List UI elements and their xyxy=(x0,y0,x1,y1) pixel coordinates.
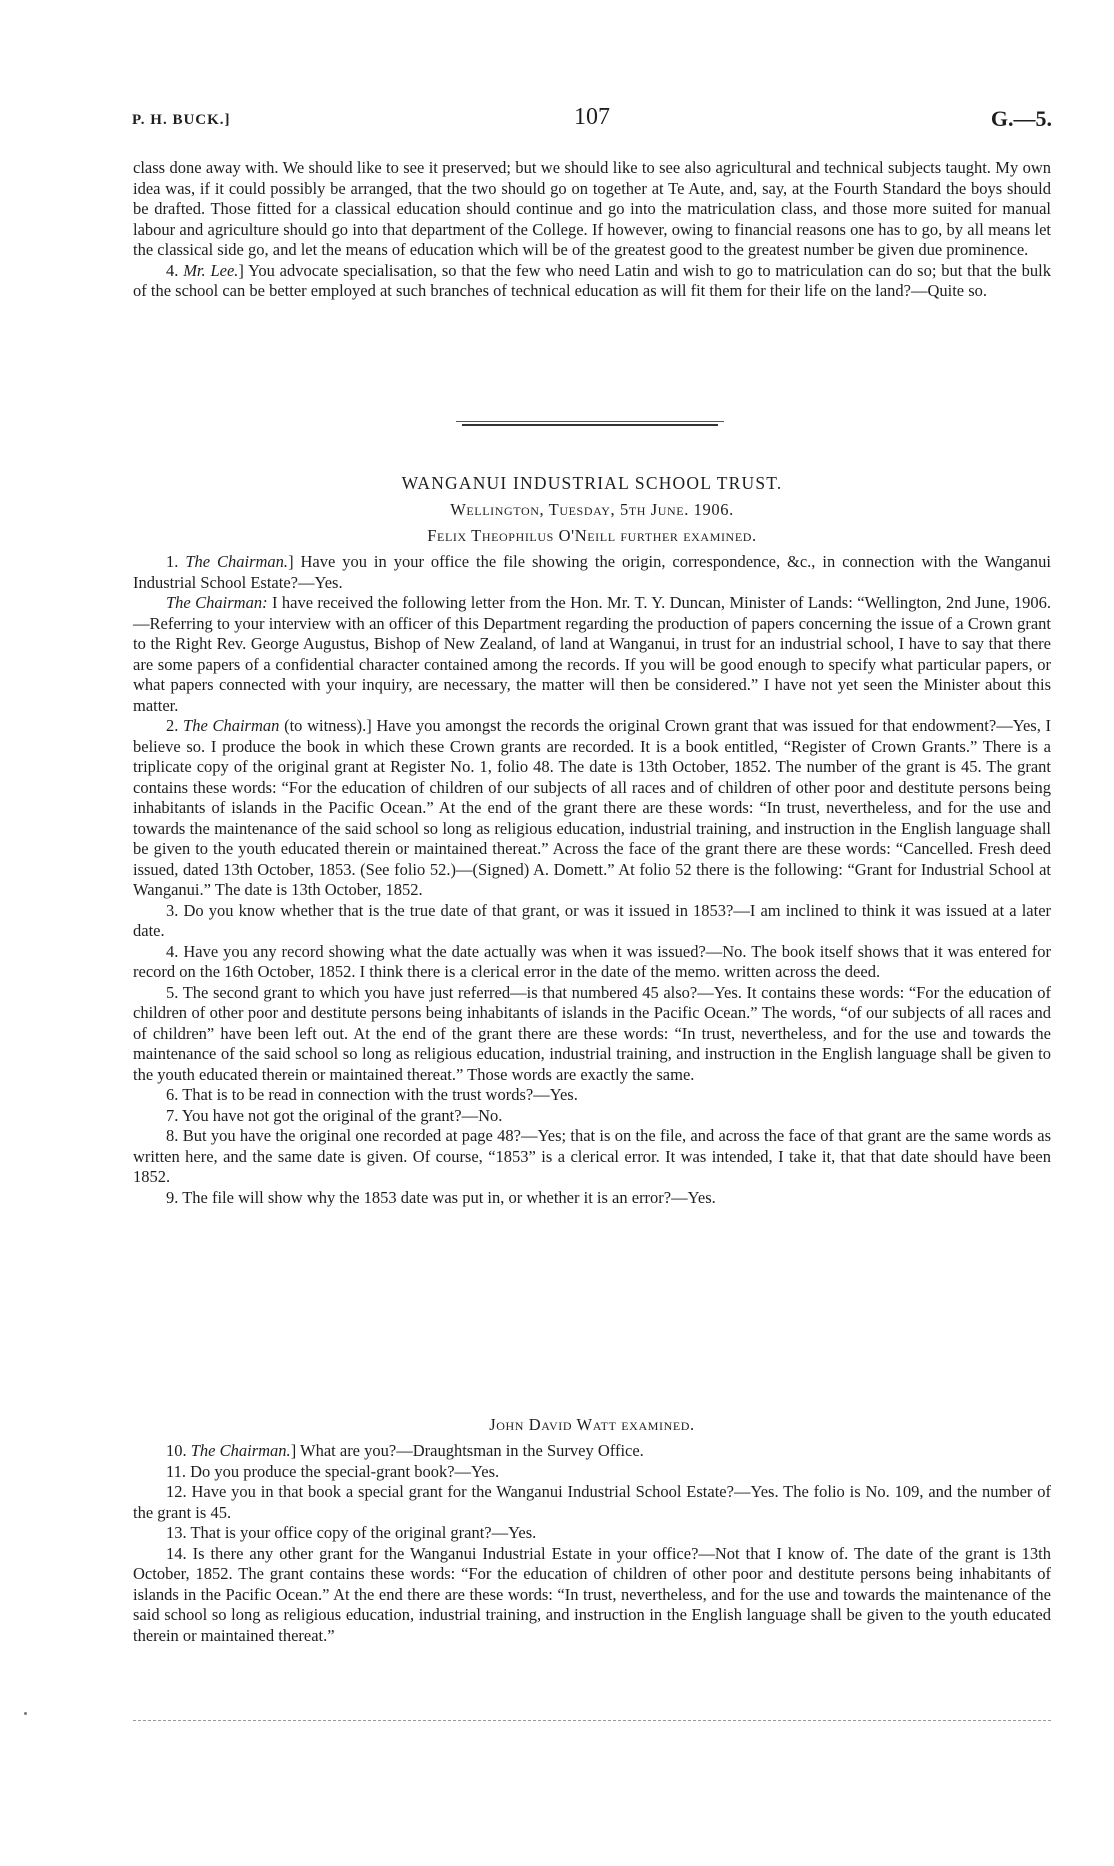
paragraph xyxy=(133,1188,1051,1209)
mid-text-block xyxy=(133,552,1051,1208)
page-number: 107 xyxy=(574,104,610,130)
paragraph-text: But you have the original one recorded at page 48?—Yes; that is on the file, and across the face of that grant are the same words as written here, and the same date is given. Of course, “1853” is a clerical error. It was intended, I take it, that that date should have been 1852. xyxy=(133,1126,1052,1186)
speaker: The Chairman: xyxy=(166,593,268,612)
bottom-text-block xyxy=(133,1441,1051,1646)
paragraph xyxy=(133,1441,1051,1462)
paragraph xyxy=(133,1544,1051,1647)
question-number: 11. xyxy=(166,1461,187,1481)
paragraph-text: Have you any record showing what the date actually was when it was issued?—No. The book itself shows that it was entered for record on the 16th October, 1852. I think there is a clerical error in the date of the memo. written across the deed. xyxy=(133,941,1052,981)
speaker: The Chairman xyxy=(183,716,280,735)
page-header xyxy=(132,104,1052,138)
witness-heading: John David Watt examined. xyxy=(489,1415,695,1434)
paragraph xyxy=(133,716,1051,901)
paragraph xyxy=(133,1085,1051,1106)
speaker: The Chairman. xyxy=(190,1441,291,1460)
paragraph-text: Do you know whether that is the true date of that grant, or was it issued in 1853?—I am inclined to think it was issued at a later date. xyxy=(133,900,1052,940)
question-number: 13. xyxy=(166,1523,187,1542)
paragraph-text: That is to be read in connection with the trust words?—Yes. xyxy=(182,1085,578,1104)
paragraph-text: The file will show why the 1853 date was put in, or whether it is an error?—Yes. xyxy=(182,1187,716,1207)
question-number: 12. xyxy=(166,1482,187,1501)
report-reference: G.—5. xyxy=(990,106,1052,131)
speaker: The Chairman. xyxy=(185,552,289,571)
paragraph-text: ] Have you in your office the file showing the origin, correspondence, &c., in connection with the Wanganui Industrial School Estate?—Yes. xyxy=(133,552,1052,592)
question-number: 6. xyxy=(166,1085,179,1104)
paragraph-text: ] What are you?—Draughtsman in the Survey Office. xyxy=(290,1441,644,1460)
question-number: 7. xyxy=(166,1105,179,1125)
paragraph-text: (to witness).] Have you amongst the records the original Crown grant that was issued for that endowment?—Yes, I believe so. I produce the book in which these Crown grants are recorded. It is a book entitled, “Register of Crown Grants.” There is a triplicate copy of the original grant at Register No. 1, folio 48. The date is 13th October, 1852. The number of the grant is 45. The grant contains these words: “For the education of children of our subjects of all races and of children of other poor and destitute persons being inhabitants of islands in the Pacific Ocean.” At the end of the grant there are these words: “In trust, nevertheless, and for the use and towards the maintenance of the said school so long as religious education, industrial training, and instruction in the English language shall be given to the youth educated therein or maintained thereat.” Across the face of the grant there are these words: “Cancelled. Fresh deed issued, dated 13th October, 1853. (See folio 52.)—(Signed) A. Domett.” At folio 52 there is the following: “Grant for Industrial School at Wanganui.” The date is 13th October, 1852. xyxy=(133,716,1051,899)
section-divider xyxy=(456,421,724,427)
paragraph-text: That is your office copy of the original grant?—Yes. xyxy=(190,1523,537,1542)
question-number: 3. xyxy=(166,900,179,920)
paragraph xyxy=(133,593,1051,716)
paragraph-text: The second grant to which you have just referred—is that numbered 45 also?—Yes. It contains these words: “For the education of children of other poor and destitute persons being inhabitants of islands in the Pacific Ocean.” The words, “of our subjects of all races and of children” have been left out. At the end of the grant there are these words: “In trust, nevertheless, and for the use and towards the maintenance of the said school so long as religious education, industrial training, and instruction in the English language shall be given to the youth educated therein or maintained thereat.” Those words are exactly the same. xyxy=(133,982,1051,1084)
header-witness: P. H. BUCK.] xyxy=(132,112,231,128)
paragraph-text: Have you in that book a special grant for the Wanganui Industrial School Estate?—Yes. The folio is No. 109, and the number of the grant is 45. xyxy=(133,1482,1052,1522)
paragraph-text: I have received the following letter from the Hon. Mr. T. Y. Duncan, Minister of Lands: “Wellington, 2nd June, 1906.—Referring to your interview with an officer of this Department regarding the production of papers concerning the issue of a Crown grant to the Right Rev. George Augustus, Bishop of New Zealand, of land at Wanganui, in trust for an industrial school, I have to say that there are some papers of a confidential character contained among the records. If you will be good enough to specify what particular papers, or what papers connected with your inquiry, are necessary, the matter will then be considered.” I have not yet seen the Minister about this matter. xyxy=(133,593,1051,715)
paragraph xyxy=(133,1482,1051,1523)
question-number: 8. xyxy=(166,1126,179,1145)
paragraph xyxy=(133,1462,1051,1483)
paragraph xyxy=(133,261,1051,302)
paragraph-text: ] You advocate specialisation, so that the few who need Latin and wish to go to matriculation can do so; but that the bulk of the school can be better employed at such branches of technical education as will fit them for their life on the land?—Quite so. xyxy=(133,260,1051,300)
paragraph xyxy=(133,1106,1051,1127)
speaker: Mr. Lee. xyxy=(183,260,239,280)
paragraph-text: Do you produce the special-grant book?—Yes. xyxy=(190,1461,500,1481)
question-number: 5. xyxy=(166,982,179,1002)
paragraph xyxy=(133,1126,1051,1188)
paragraph xyxy=(133,1523,1051,1544)
question-number: 4. xyxy=(166,941,179,961)
footer-rule xyxy=(133,1720,1051,1721)
question-number: 4. xyxy=(166,260,179,280)
question-number: 9. xyxy=(166,1187,179,1207)
section-title: WANGANUI INDUSTRIAL SCHOOL TRUST. xyxy=(401,473,783,493)
section-date: Wellington, Tuesday, 5th June. 1906. xyxy=(450,500,734,519)
paragraph-text: You have not got the original of the grant?—No. xyxy=(181,1105,503,1125)
top-text-block xyxy=(133,158,1051,302)
paragraph xyxy=(133,552,1051,593)
question-number: 10. xyxy=(166,1441,187,1460)
margin-mark xyxy=(24,1712,27,1715)
question-number: 1. xyxy=(166,552,179,571)
paragraph xyxy=(133,901,1051,942)
question-number: 14. xyxy=(166,1543,187,1563)
paragraph xyxy=(133,942,1051,983)
paragraph xyxy=(133,983,1051,1086)
witness-heading: Felix Theophilus O'Neill further examined. xyxy=(427,526,757,545)
paragraph-text: Is there any other grant for the Wanganui Industrial Estate in your office?—Not that I know of. The date of the grant is 13th October, 1852. The grant contains these words: “For the education of children of other poor and destitute persons being inhabitants of islands in the Pacific Ocean.” At the end there are these words: “In trust, nevertheless, and for the use and towards the maintenance of the said school so long as religious education, industrial training, and instruction in the English language shall be given to the youth educated therein or maintained thereat.” xyxy=(133,1543,1052,1645)
question-number: 2. xyxy=(166,716,179,735)
paragraph: class done away with. We should like to see it preserved; but we should like to see also agricultural and technical subjects taught. My own idea was, if it could possibly be arranged, that the two should go on together at Te Aute, and, say, at the Fourth Standard the boys should be drafted. Those fitted for a classical education should continue and go into the matriculation class, and those more suited for manual labour and agriculture should go into that department of the College. If however, owing to financial reasons one has to go, by all means let the classical side go, and let the means of education which will be of the greatest good to the greatest number be given due prominence. xyxy=(133,158,1051,259)
